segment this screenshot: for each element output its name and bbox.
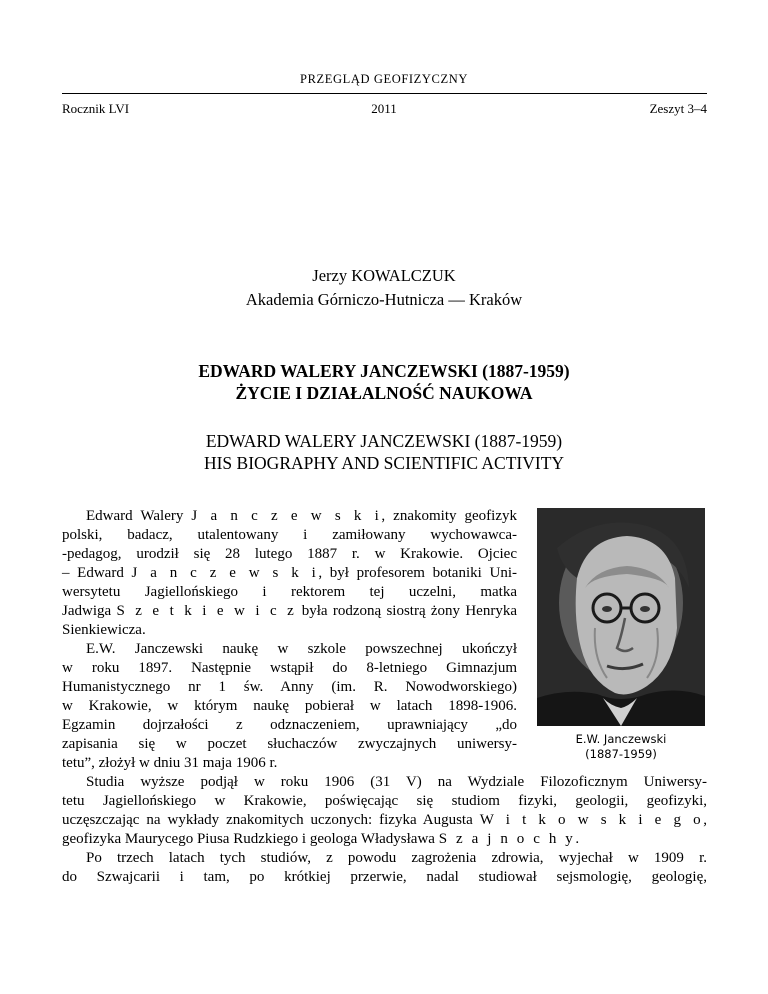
- paragraph-3: [62, 773, 707, 849]
- text-line: Jadwiga S z e t k i e w i c z była rodzoną siostrą żony Henryka: [62, 603, 517, 619]
- paragraph-2: [62, 640, 517, 773]
- volume-label: Rocznik LVI: [62, 101, 130, 116]
- portrait-caption: [537, 732, 705, 762]
- author-affiliation: Akademia Górniczo-Hutnicza — Kraków: [245, 290, 523, 309]
- text-line: Egzamin dojrzałości z odznaczeniem, uprawniający „do: [62, 717, 517, 733]
- title-english-line-1: EDWARD WALERY JANCZEWSKI (1887-1959): [205, 431, 563, 451]
- text-line: Humanistycznego nr 1 św. Anny (im. R. Nowodworskiego): [62, 679, 517, 695]
- title-english: [0, 430, 768, 474]
- title-polish: [0, 360, 768, 404]
- year-label: 2011: [371, 101, 397, 116]
- text-line: – Edward J a n c z e w s k i, był profesorem botaniki Uni-: [62, 565, 517, 581]
- text-line: tetu”, złożył w dniu 31 maja 1906 r.: [62, 755, 278, 771]
- text-line: w Krakowie, w którym naukę pobierał w latach 1898-1906.: [62, 698, 517, 714]
- paragraph-4: [62, 849, 707, 887]
- title-english-line-2: HIS BIOGRAPHY AND SCIENTIFIC ACTIVITY: [203, 453, 565, 473]
- title-polish-line-1: EDWARD WALERY JANCZEWSKI (1887-1959): [198, 361, 570, 381]
- title-polish-line-2: ŻYCIE I DZIAŁALNOŚĆ NAUKOWA: [235, 383, 533, 403]
- text-line: -pedagog, urodził się 28 lutego 1887 r. w Krakowie. Ojciec: [62, 546, 517, 562]
- text-line: E.W. Janczewski naukę w szkole powszechnej ukończył: [86, 641, 517, 657]
- journal-name: PRZEGLĄD GEOFIZYCZNY: [300, 72, 468, 86]
- text-line: Edward Walery J a n c z e w s k i, znakomity geofizyk: [86, 508, 518, 524]
- text-line: Po trzech latach tych studiów, z powodu zagrożenia zdrowia, wyjechał w 1909 r.: [86, 850, 707, 866]
- header-rule: [62, 93, 707, 94]
- author-block: [0, 264, 768, 312]
- paragraph-1: [62, 507, 517, 640]
- issue-label: Zeszyt 3–4: [649, 101, 707, 116]
- text-line: Studia wyższe podjął w roku 1906 (31 V) na Wydziale Filozoficznym Uniwersy-: [86, 774, 707, 790]
- text-line: wersytetu Jagiellońskiego i rektorem tej uczelni, matka: [62, 584, 517, 600]
- text-line: w roku 1897. Następnie wstąpił do 8-letniego Gimnazjum: [62, 660, 517, 676]
- text-line: geofizyka Maurycego Piusa Rudzkiego i geologa Władysława S z a j n o c h y.: [62, 831, 580, 847]
- caption-name: E.W. Janczewski: [575, 732, 667, 746]
- text-line: uczęszczając na wykłady znakomitych uczonych: fizyka Augusta W i t k o w s k i e g o,: [62, 812, 707, 828]
- text-line: do Szwajcarii i tam, po krótkiej przerwie, nadal studiował sejsmologię, geologię,: [62, 869, 707, 885]
- portrait-photo: [537, 508, 705, 726]
- text-line: Sienkiewicza.: [62, 622, 146, 638]
- caption-dates: (1887-1959): [585, 747, 657, 761]
- author-name: Jerzy KOWALCZUK: [312, 266, 456, 285]
- text-line: tetu Jagiellońskiego w Krakowie, poświęcając się studiom fizyki, geologii, geofizyki,: [62, 793, 707, 809]
- text-line: zapisania się w poczet słuchaczów zwyczajnych uniwersy-: [62, 736, 517, 752]
- text-line: polski, badacz, utalentowany i zamiłowany wychowawca-: [62, 527, 517, 543]
